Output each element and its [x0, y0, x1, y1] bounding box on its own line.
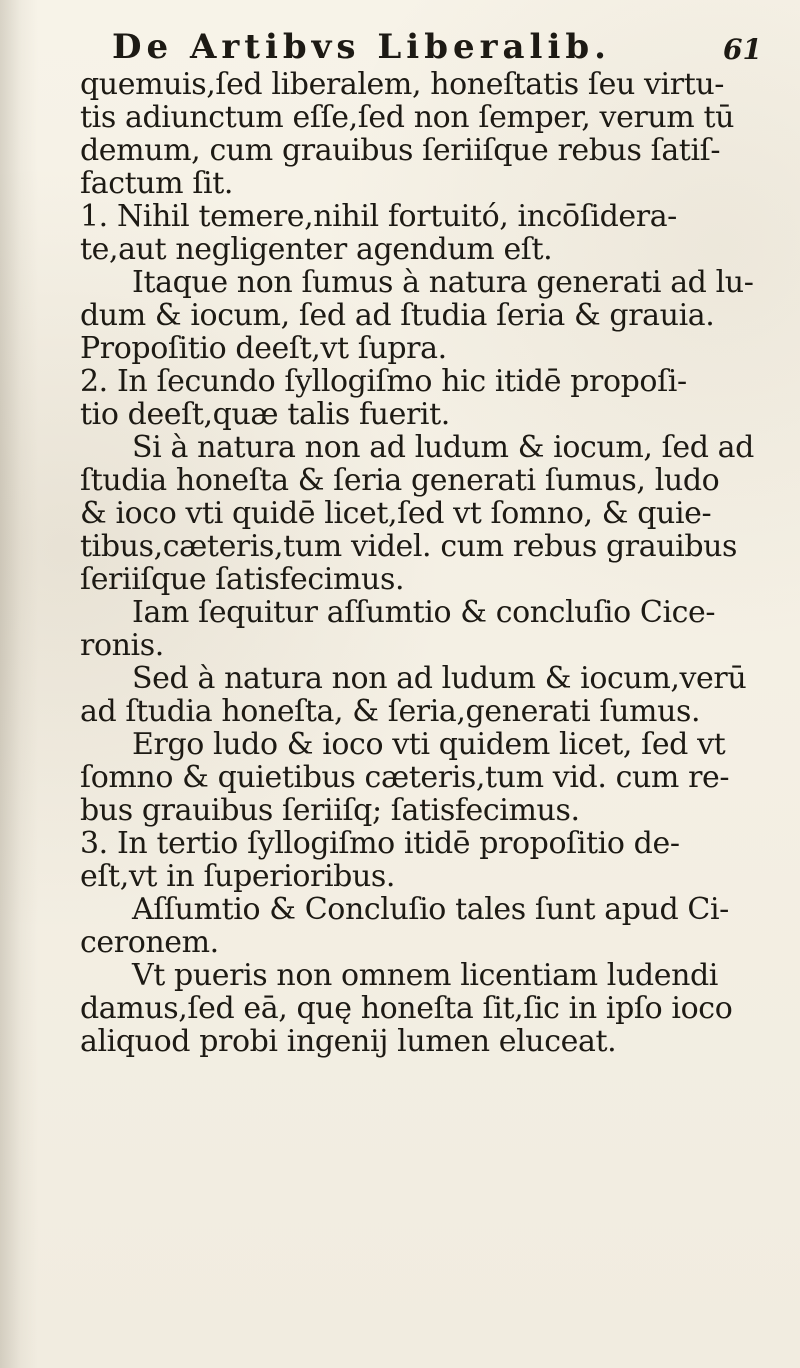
text-line: demum, cum grauibus ſeriiſque rebus ſatiſ- [80, 134, 721, 167]
text-line: Sed à natura non ad ludum & iocum,verū [132, 662, 747, 695]
text-line: te,aut negligenter agendum eſt. [80, 233, 553, 266]
text-line: 2. In ſecundo ſyllogiſmo hic itidē propoſi- [80, 365, 687, 398]
text-line: ſomno & quietibus cæteris,tum vid. cum re- [80, 761, 730, 794]
text-line: ſtudia honeſta & ſeria generati ſumus, ludo [80, 464, 720, 497]
text-line: Itaque non ſumus à natura generati ad lu- [132, 266, 754, 299]
text-line: aliquod probi ingenij lumen eluceat. [80, 1025, 617, 1058]
text-line: quemuis,ſed liberalem, honeſtatis ſeu virtu- [80, 68, 725, 101]
binding-gutter [0, 0, 38, 1368]
text-line: 3. In tertio ſyllogiſmo itidē propoſitio de- [80, 827, 680, 860]
text-line: tis adiunctum eſſe,ſed non ſemper, verum tū [80, 101, 735, 134]
running-head: De Artibvs Liberalib. [112, 27, 611, 67]
text-line: bus grauibus ſeriiſq; ſatisfecimus. [80, 794, 580, 827]
text-line: dum & iocum, ſed ad ſtudia ſeria & grauia. [80, 299, 715, 332]
text-line: Si à natura non ad ludum & iocum, ſed ad [132, 431, 754, 464]
text-line: eſt,vt in ſuperioribus. [80, 860, 396, 893]
text-line: damus,ſed eā, quę honeſta ſit,ſic in ipſo ioco [80, 992, 733, 1025]
text-line: ſeriiſque ſatisfecimus. [80, 563, 405, 596]
text-line: ronis. [80, 629, 164, 662]
text-line: Ergo ludo & ioco vti quidem licet, ſed vt [132, 728, 726, 761]
main-text-block [80, 68, 770, 1058]
text-line: Iam ſequitur aſſumtio & concluſio Cice- [132, 596, 716, 629]
text-line: tibus,cæteris,tum videl. cum rebus grauibus [80, 530, 738, 563]
text-line: tio deeſt,quæ talis fuerit. [80, 398, 450, 431]
page-number: 61 [723, 33, 762, 66]
text-line: ad ſtudia honeſta, & ſeria,generati ſumus. [80, 695, 701, 728]
text-line: Vt pueris non omnem licentiam ludendi [132, 959, 718, 992]
text-line: factum ſit. [80, 167, 234, 200]
text-line: Propoſitio deeſt,vt ſupra. [80, 332, 447, 365]
text-line: ceronem. [80, 926, 219, 959]
page-header [112, 12, 762, 67]
text-line: 1. Nihil temere,nihil fortuitó, incōſidera- [80, 200, 677, 233]
text-line: Aſſumtio & Concluſio tales ſunt apud Ci- [132, 893, 729, 926]
text-line: & ioco vti quidē licet,ſed vt ſomno, & quie- [80, 497, 712, 530]
